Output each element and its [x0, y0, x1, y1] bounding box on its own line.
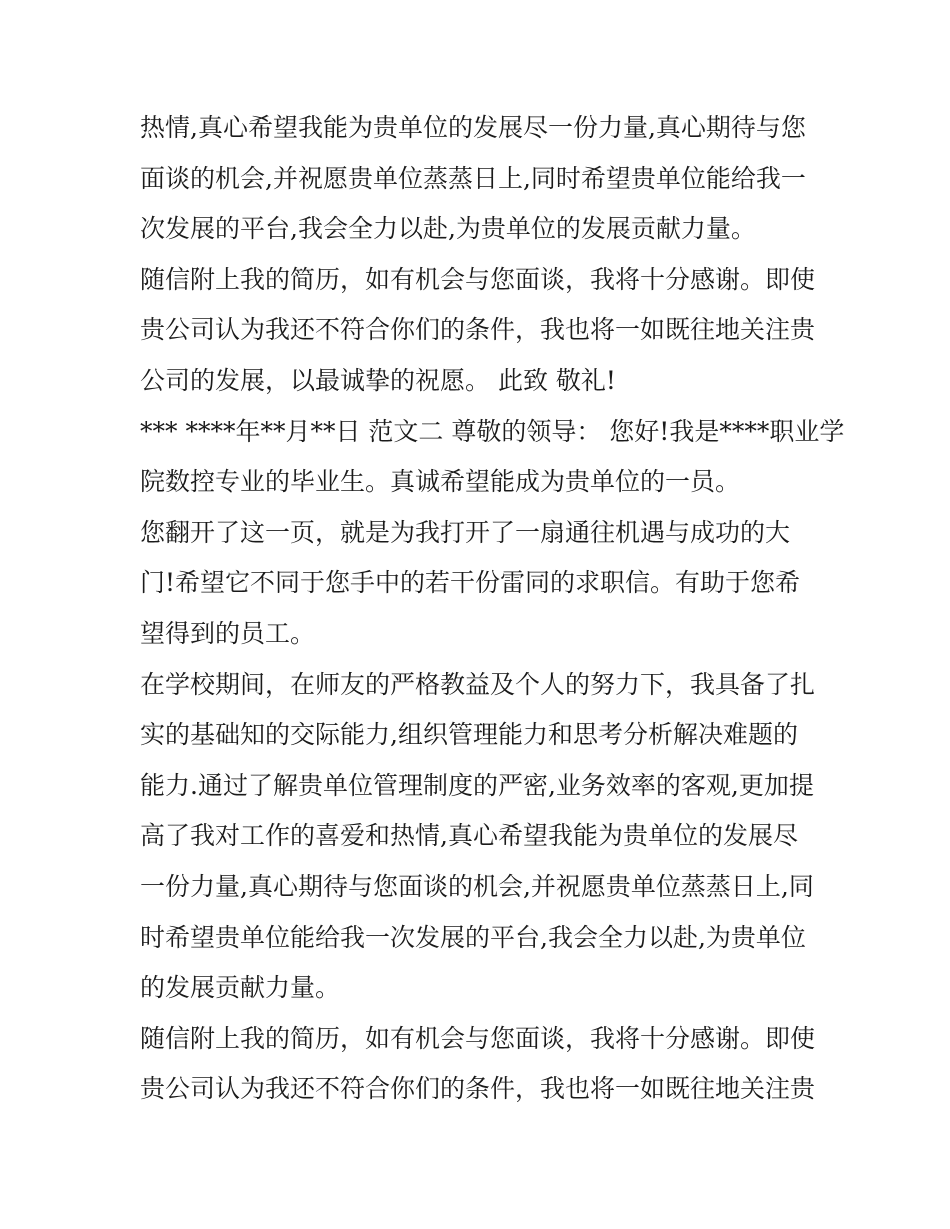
text-line: 贵公司认为我还不符合你们的条件，我也将一如既往地关注贵 — [140, 315, 816, 345]
text-line: 的发展贡献力量。 — [140, 973, 341, 1003]
text-line: 随信附上我的简历，如有机会与您面谈，我将十分感谢。即使 — [140, 1023, 816, 1053]
text-line: 热情,真心希望我能为贵单位的发展尽一份力量,真心期待与您 — [140, 113, 806, 142]
text-line: 能力.通过了解贵单位管理制度的严密,业务效率的客观,更加提 — [140, 770, 814, 800]
text-line: 门!希望它不同于您手中的若干份雷同的求职信。有助于您希 — [140, 568, 801, 598]
text-line: 实的基础知的交际能力,组织管理能力和思考分析解决难题的 — [140, 720, 798, 750]
text-line: 次发展的平台,我会全力以赴,为贵单位的发展贡献力量。 — [140, 214, 756, 244]
text-line: 高了我对工作的喜爱和热情,真心希望我能为贵单位的发展尽 — [140, 821, 798, 851]
text-line: 时希望贵单位能给我一次发展的平台,我会全力以赴,为贵单位 — [140, 922, 806, 952]
text-line: 面谈的机会,并祝愿贵单位蒸蒸日上,同时希望贵单位能给我一 — [140, 163, 806, 193]
text-line: 公司的发展，以最诚挚的祝愿。 此致 敬礼! — [140, 365, 616, 395]
document-body — [140, 103, 845, 1115]
text-line: 在学校期间，在师友的严格教益及个人的努力下，我具备了扎 — [140, 669, 816, 699]
text-line: 院数控专业的毕业生。真诚希望能成为贵单位的一员。 — [140, 467, 741, 497]
text-line: 一份力量,真心期待与您面谈的机会,并祝愿贵单位蒸蒸日上,同 — [140, 871, 814, 901]
text-line: *** ****年**月**日 范文二 尊敬的领导： 您好!我是****职业学 — [140, 416, 845, 446]
text-line: 您翻开了这一页，就是为我打开了一扇通往机遇与成功的大 — [140, 517, 791, 547]
text-line: 随信附上我的简历，如有机会与您面谈，我将十分感谢。即使 — [140, 264, 816, 294]
text-line: 望得到的员工。 — [140, 618, 316, 648]
text-line: 贵公司认为我还不符合你们的条件，我也将一如既往地关注贵 — [140, 1074, 816, 1104]
